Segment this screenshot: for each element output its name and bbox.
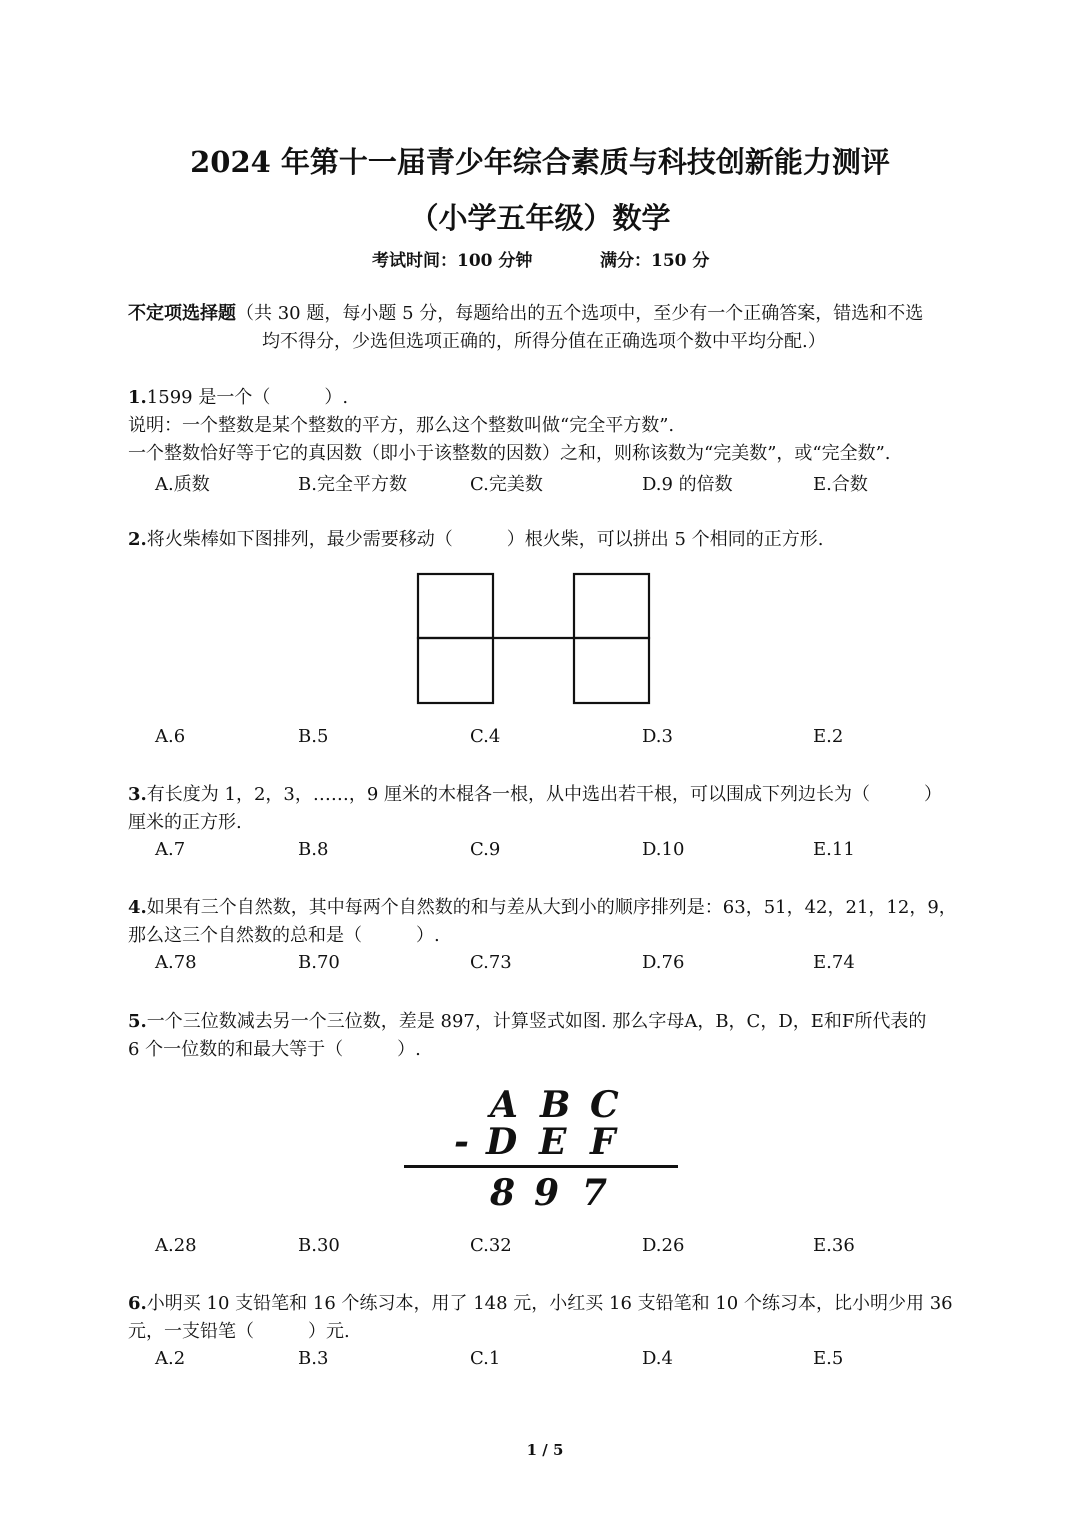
result-digit: 8 bbox=[490, 1172, 516, 1214]
option-b: B.5 bbox=[298, 726, 329, 747]
subtraction-rule bbox=[404, 1165, 678, 1168]
instructions-line1 bbox=[128, 300, 923, 328]
digit-letter: A bbox=[490, 1084, 518, 1126]
option-d: D.4 bbox=[642, 1348, 673, 1369]
question-1 bbox=[128, 384, 348, 412]
question-6 bbox=[128, 1290, 953, 1318]
option-b: B.完全平方数 bbox=[298, 474, 407, 495]
option-c: C.1 bbox=[470, 1348, 501, 1369]
digit-letter: F bbox=[590, 1121, 616, 1163]
result-digit: 9 bbox=[534, 1172, 560, 1214]
question-number: 6. bbox=[128, 1293, 147, 1314]
question-text: 1599 是一个（ ）. bbox=[146, 387, 349, 408]
digit-letter: D bbox=[486, 1121, 518, 1163]
matchstick-square bbox=[574, 638, 649, 703]
option-e: E.36 bbox=[813, 1235, 855, 1256]
option-b: B.70 bbox=[298, 952, 340, 973]
question-3-line2: 厘米的正方形. bbox=[128, 812, 242, 833]
option-d: D.76 bbox=[642, 952, 685, 973]
question-5-line2: 6 个一位数的和最大等于（ ）. bbox=[128, 1039, 421, 1060]
option-c: C.4 bbox=[470, 726, 501, 747]
digit-letter: C bbox=[590, 1084, 619, 1126]
question-number: 4. bbox=[128, 897, 147, 918]
exam-subtitle: （小学五年级）数学 bbox=[409, 201, 671, 235]
question-text: 一个三位数减去另一个三位数，差是 897，计算竖式如图. 那么字母A，B，C，D，E和F所代表的 bbox=[146, 1011, 927, 1032]
matchstick-figure bbox=[412, 568, 656, 710]
question-5 bbox=[128, 1008, 926, 1036]
question-1-note1: 说明：一个整数是某个整数的平方，那么这个整数叫做“完全平方数”. bbox=[128, 415, 675, 436]
question-text: 有长度为 1，2，3，……，9 厘米的木棍各一根，从中选出若干根，可以围成下列边长为（ ） bbox=[146, 784, 943, 805]
option-a: A.28 bbox=[155, 1235, 197, 1256]
digit-letter: E bbox=[539, 1121, 567, 1163]
full-score: 满分：150 分 bbox=[600, 251, 710, 271]
question-4-line2: 那么这三个自然数的总和是（ ）. bbox=[128, 925, 440, 946]
option-e: E.11 bbox=[813, 839, 855, 860]
option-c: C.32 bbox=[470, 1235, 512, 1256]
option-e: E.74 bbox=[813, 952, 855, 973]
option-a: A.质数 bbox=[155, 474, 210, 495]
question-6-line2: 元，一支铅笔（ ）元. bbox=[128, 1321, 350, 1342]
option-c: C.完美数 bbox=[470, 474, 543, 495]
instructions-label: 不定项选择题 bbox=[128, 303, 236, 324]
option-a: A.2 bbox=[155, 1348, 186, 1369]
option-d: D.3 bbox=[642, 726, 673, 747]
instructions-line2: 均不得分，少选但选项正确的，所得分值在正确选项个数中平均分配.） bbox=[262, 331, 826, 352]
minus-sign: - bbox=[454, 1121, 469, 1163]
result-digit: 7 bbox=[582, 1172, 608, 1214]
option-d: D.10 bbox=[642, 839, 685, 860]
question-1-note2: 一个整数恰好等于它的真因数（即小于该整数的因数）之和，则称该数为“完美数”，或“完全数”. bbox=[128, 443, 891, 464]
matchstick-square bbox=[418, 574, 493, 638]
question-text: 小明买 10 支铅笔和 16 个练习本，用了 148 元，小红买 16 支铅笔和 10 个练习本，比小明少用 36 bbox=[146, 1293, 953, 1314]
question-number: 1. bbox=[128, 387, 147, 408]
exam-time: 考试时间：100 分钟 bbox=[372, 251, 533, 271]
question-number: 3. bbox=[128, 784, 147, 805]
question-2 bbox=[128, 526, 823, 554]
option-a: A.7 bbox=[155, 839, 186, 860]
question-text: 将火柴棒如下图排列，最少需要移动（ ）根火柴，可以拼出 5 个相同的正方形. bbox=[146, 529, 824, 550]
question-3 bbox=[128, 781, 942, 809]
matchstick-square bbox=[574, 574, 649, 638]
question-4 bbox=[128, 894, 957, 922]
option-b: B.8 bbox=[298, 839, 329, 860]
digit-letter: B bbox=[540, 1084, 571, 1126]
option-b: B.3 bbox=[298, 1348, 329, 1369]
exam-title: 2024 年第十一届青少年综合素质与科技创新能力测评 bbox=[190, 145, 890, 179]
option-d: D.9 的倍数 bbox=[642, 474, 733, 495]
option-e: E.合数 bbox=[813, 474, 868, 495]
question-text: 如果有三个自然数，其中每两个自然数的和与差从大到小的顺序排列是：63，51，42，21，12，9， bbox=[146, 897, 957, 918]
instructions-text: （共 30 题，每小题 5 分，每题给出的五个选项中，至少有一个正确答案，错选和不选 bbox=[236, 303, 924, 324]
option-a: A.78 bbox=[155, 952, 197, 973]
option-e: E.2 bbox=[813, 726, 844, 747]
question-number: 5. bbox=[128, 1011, 147, 1032]
option-c: C.73 bbox=[470, 952, 512, 973]
page-number: 1 / 5 bbox=[526, 1441, 564, 1459]
matchstick-square bbox=[418, 638, 493, 703]
option-d: D.26 bbox=[642, 1235, 685, 1256]
option-a: A.6 bbox=[155, 726, 186, 747]
option-e: E.5 bbox=[813, 1348, 844, 1369]
question-number: 2. bbox=[128, 529, 147, 550]
option-c: C.9 bbox=[470, 839, 501, 860]
option-b: B.30 bbox=[298, 1235, 340, 1256]
